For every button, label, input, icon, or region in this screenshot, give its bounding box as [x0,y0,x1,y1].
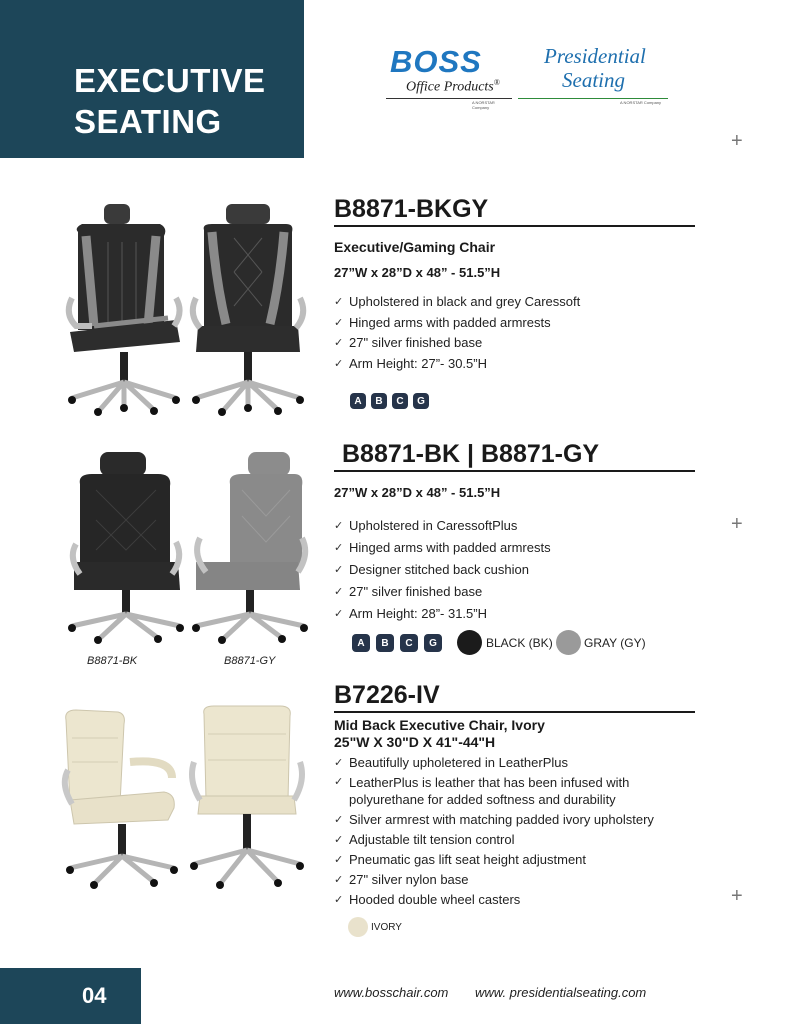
feature-text: Hooded double wheel casters [349,892,521,907]
product-model-3: B7226-IV [334,681,440,709]
presidential-logo [518,44,668,104]
feature-text: Upholstered in black and grey Caressoft [349,294,581,309]
grade-badge: B [371,393,387,409]
product-model-1: B8871-BKGY [334,195,489,223]
image-caption-gy: B8871-GY [224,655,276,667]
check-icon: ✓ [334,814,344,826]
grade-badges-2 [352,634,442,652]
chair-image-bk [66,450,188,644]
image-caption-bk: B8871-BK [87,655,138,667]
check-icon: ✓ [334,337,344,349]
grade-badge: A [350,393,366,409]
color-swatch-gray [556,630,581,655]
footer-url-presidential: www. presidentialseating.com [475,985,647,1000]
plus-icon: + [731,513,743,535]
plus-icon: + [731,130,743,152]
product-rule-3 [334,711,695,713]
check-icon: ✓ [334,776,344,788]
check-icon: ✓ [334,834,344,846]
grade-badge: G [424,634,442,652]
page-title [74,60,266,142]
chair-image-bkgy-front [188,202,310,416]
presidential-logo-tag: A NORSTAR Company [620,100,662,105]
feature-text: Pneumatic gas lift seat height adjustment [349,852,587,867]
feature-item [334,537,714,559]
feature-text: Adjustable tilt tension control [349,832,515,847]
check-icon: ✓ [334,608,344,620]
title-line-1: EXECUTIVE [74,62,266,99]
feature-text: Beautifully upholetered in LeatherPlus [349,755,568,770]
chair-image-bkgy-side [64,202,186,416]
feature-list-2 [334,515,714,625]
presidential-logo-line2: Seating [562,68,625,92]
boss-logo-sub-text: Office Products [406,79,494,95]
feature-text: Arm Height: 27”- 30.5”H [349,355,487,371]
feature-text: LeatherPlus is leather that has been infused with polyurethane for added softness and durability [349,775,630,807]
check-icon: ✓ [334,357,344,370]
boss-logo-sub: Office Products® [406,78,500,95]
feature-text: Designer stitched back cushion [349,562,529,577]
feature-text: Hinged arms with padded armrests [349,540,551,555]
feature-item [334,603,714,625]
product-subtitle-3: Mid Back Executive Chair, Ivory [334,717,545,733]
feature-item [334,871,704,889]
footer-block [0,968,141,1024]
check-icon: ✓ [334,296,344,308]
footer-url-boss: www.bosschair.com [334,985,449,1000]
chair-image-gy [190,450,312,644]
boss-logo-tag: A NORSTAR Company [472,100,495,110]
product-dimensions-3: 25"W X 30"D X 41"-44"H [334,734,496,750]
grade-badge: A [352,634,370,652]
chair-image-iv-front [186,704,308,892]
feature-item [334,313,714,334]
grade-badge: C [392,393,408,409]
feature-item [334,811,704,829]
feature-item [334,354,714,375]
check-icon: ✓ [334,586,344,598]
feature-text: 27" silver finished base [349,584,483,599]
color-swatch-black [457,630,482,655]
feature-item [334,515,714,537]
presidential-logo-line1: Presidential [544,44,646,68]
feature-item [334,891,704,909]
product-dimensions-2: 27”W x 28”D x 48” - 51.5”H [334,485,501,500]
feature-item [334,754,704,772]
header-block [0,0,304,158]
feature-text: 27" silver nylon base [349,872,469,887]
grade-badge: B [376,634,394,652]
feature-item [334,559,714,581]
boss-logo [386,44,512,110]
check-icon: ✓ [334,564,344,576]
swatch-label-black: BLACK (BK) [486,636,553,650]
grade-badge: C [400,634,418,652]
feature-item [334,333,714,354]
page-number: 04 [82,983,107,1008]
swatch-label-gray: GRAY (GY) [584,636,646,650]
check-icon: ✓ [334,520,344,532]
product-model-2: B8871-BK | B8871-GY [342,440,600,468]
boss-logo-word: BOSS [390,44,482,79]
feature-text: Arm Height: 28”- 31.5”H [349,606,487,621]
feature-item [334,774,704,808]
chair-image-iv-side [60,708,182,892]
check-icon: ✓ [334,874,344,886]
presidential-logo-rule [518,98,668,99]
check-icon: ✓ [334,894,344,906]
feature-item [334,831,704,849]
plus-icon: + [731,885,743,907]
feature-text: Silver armrest with matching padded ivory upholstery [349,812,654,827]
grade-badge: G [413,393,429,409]
product-rule-2 [334,470,695,472]
product-dimensions-1: 27”W x 28”D x 48” - 51.5”H [334,265,501,280]
product-rule-1 [334,225,695,227]
feature-item [334,292,714,313]
grade-badges-1 [350,393,429,409]
product-subtitle-1: Executive/Gaming Chair [334,239,496,255]
feature-text: 27" silver finished base [349,335,483,350]
check-icon: ✓ [334,854,344,866]
feature-item [334,851,704,869]
feature-list-3 [334,754,704,909]
feature-text: Upholstered in CaressoftPlus [349,518,518,533]
feature-text: Hinged arms with padded armrests [349,314,551,330]
boss-logo-rule [386,98,512,99]
check-icon: ✓ [334,542,344,554]
title-line-2: SEATING [74,103,222,140]
color-swatch-ivory [348,917,368,937]
feature-item [334,581,714,603]
feature-list-1 [334,292,714,374]
swatch-label-ivory: IVORY [371,922,402,933]
check-icon: ✓ [334,757,344,769]
check-icon: ✓ [334,316,344,329]
